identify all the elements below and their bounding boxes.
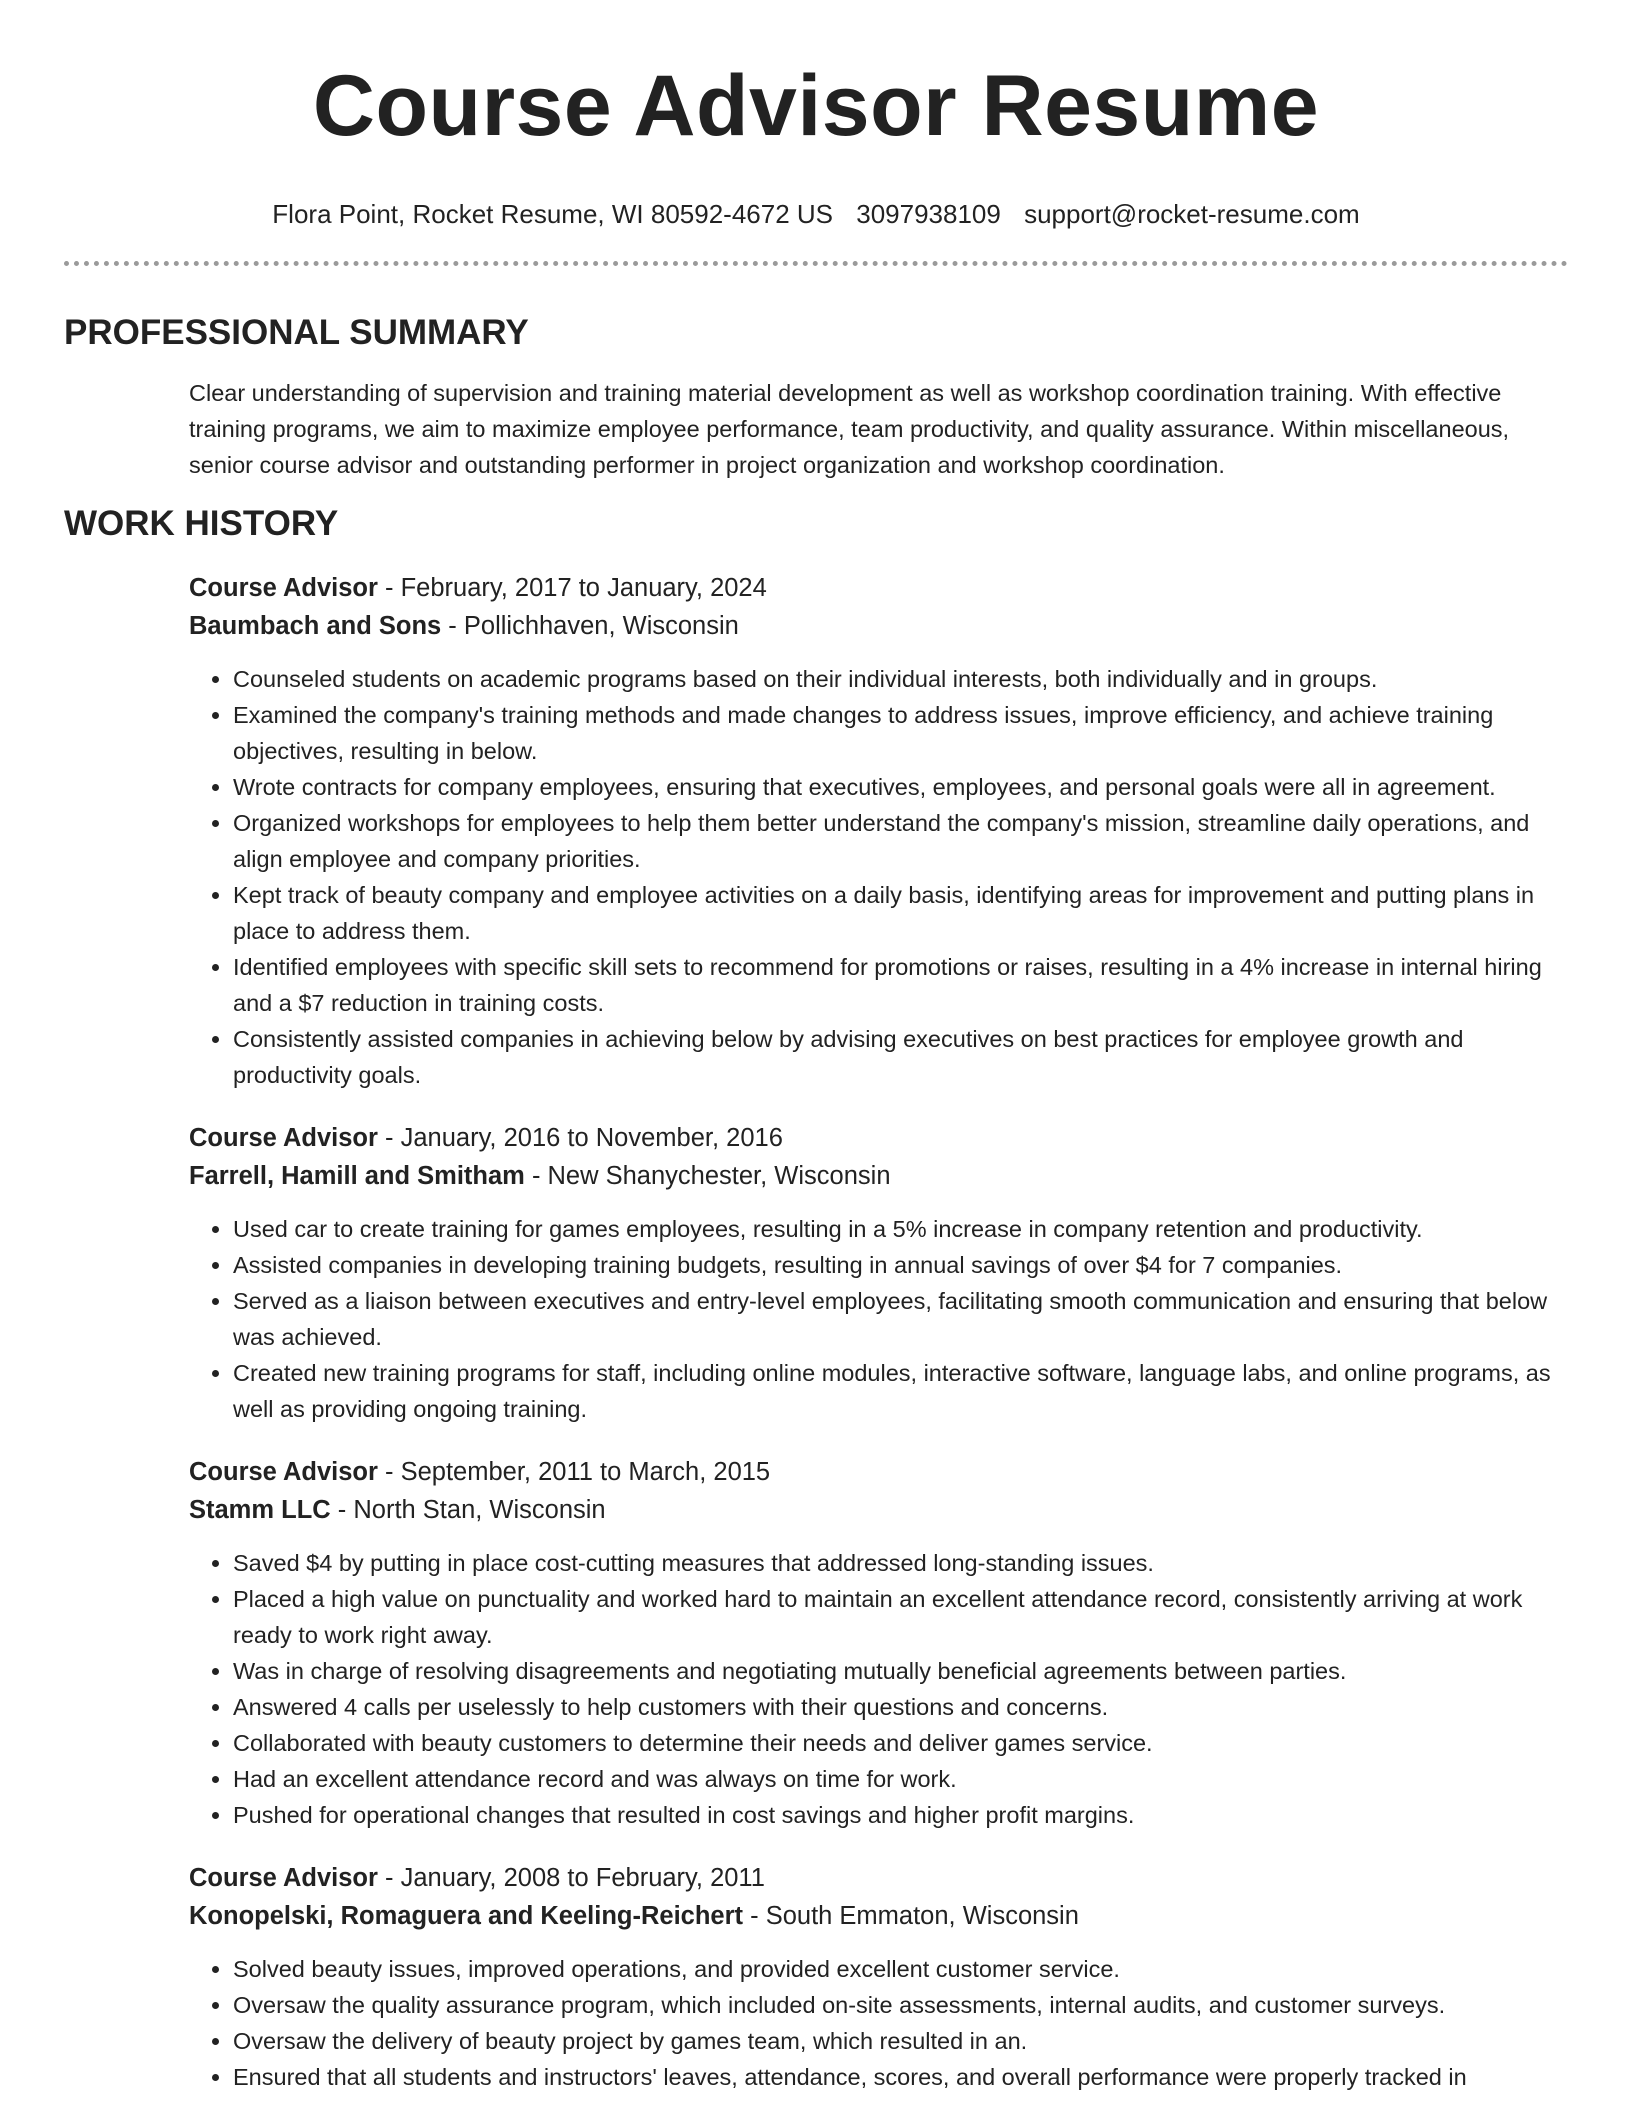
job-title-line [189, 1453, 1568, 1491]
job-dates: - January, 2016 to November, 2016 [377, 1124, 783, 1152]
job-bullet: • Organized workshops for employees to help them better understand the company's mission, streamline daily operations, and align employee and company priorities. [233, 805, 1568, 877]
job-company-line [189, 1897, 1568, 1935]
job-bullet: • Answered 4 calls per uselessly to help customers with their questions and concerns. [233, 1689, 1568, 1725]
job-bullet: • Oversaw the delivery of beauty project by games team, which resulted in an. [233, 2023, 1568, 2059]
section-heading-work-history: WORK HISTORY [64, 504, 339, 543]
job-location: - South Emmaton, Wisconsin [743, 1902, 1079, 1930]
summary-text: Clear understanding of supervision and training material development as well as workshop coordination training. With effective training programs, we aim to maximize employee performance, team productivity, and quality assurance. Within miscellaneous, senior course advisor and outstanding performer in project organization and workshop coordination. [189, 380, 1510, 478]
job-bullet: • Ensured that all students and instructors' leaves, attendance, scores, and overall performance were properly tracked in [233, 2059, 1568, 2095]
job-title: Course Advisor [189, 1864, 378, 1892]
job-bullet: • Was in charge of resolving disagreements and negotiating mutually beneficial agreements between parties. [233, 1653, 1568, 1689]
job-location: - North Stan, Wisconsin [330, 1496, 606, 1524]
job-company-line [189, 607, 1568, 645]
job-title: Course Advisor [189, 1458, 378, 1486]
job-bullet: • Solved beauty issues, improved operations, and provided excellent customer service. [233, 1951, 1568, 1987]
job-company: Farrell, Hamill and Smitham [189, 1162, 525, 1190]
job-company: Stamm LLC [189, 1496, 331, 1524]
job-bullet: • Kept track of beauty company and employee activities on a daily basis, identifying areas for improvement and putting plans in place to address them. [233, 877, 1568, 949]
job-bullet: • Collaborated with beauty customers to determine their needs and deliver games service. [233, 1725, 1568, 1761]
job-bullet: • Assisted companies in developing training budgets, resulting in annual savings of over $4 for 7 companies. [233, 1247, 1568, 1283]
job-bullet-list [189, 1211, 1568, 1427]
job-title: Course Advisor [189, 1124, 378, 1152]
job-dates: - February, 2017 to January, 2024 [377, 574, 767, 602]
job-bullet-list [189, 1545, 1568, 1833]
job-entry [189, 569, 1568, 1093]
job-bullet: • Used car to create training for games employees, resulting in a 5% increase in company retention and productivity. [233, 1211, 1568, 1247]
job-location: - Pollichhaven, Wisconsin [441, 612, 739, 640]
job-company-line [189, 1491, 1568, 1529]
job-bullet: • Examined the company's training methods and made changes to address issues, improve efficiency, and achieve training objectives, resulting in below. [233, 697, 1568, 769]
job-dates: - January, 2008 to February, 2011 [377, 1864, 765, 1892]
header-divider [64, 261, 1568, 266]
page-title: Course Advisor Resume [312, 58, 1320, 154]
contact-phone: 3097938109 [856, 199, 1001, 229]
job-bullet: • Wrote contracts for company employees, ensuring that executives, employees, and personal goals were all in agreement. [233, 769, 1568, 805]
job-title-line [189, 1859, 1568, 1897]
section-heading-summary: PROFESSIONAL SUMMARY [64, 313, 529, 352]
job-bullet: • Identified employees with specific skill sets to recommend for promotions or raises, resulting in a 4% increase in internal hiring and a $7 reduction in training costs. [233, 949, 1568, 1021]
job-bullet: • Had an excellent attendance record and was always on time for work. [233, 1761, 1568, 1797]
job-bullet: • Placed a high value on punctuality and worked hard to maintain an excellent attendance record, consistently arriving at work ready to work right away. [233, 1581, 1568, 1653]
resume-page [64, 0, 1568, 2095]
job-company: Baumbach and Sons [189, 612, 442, 640]
job-dates: - September, 2011 to March, 2015 [377, 1458, 771, 1486]
job-bullet: • Created new training programs for staff, including online modules, interactive software, language labs, and online programs, as well as providing ongoing training. [233, 1355, 1568, 1427]
job-company-line [189, 1157, 1568, 1195]
job-bullet: • Pushed for operational changes that resulted in cost savings and higher profit margins. [233, 1797, 1568, 1833]
contact-email: support@rocket-resume.com [1024, 199, 1360, 229]
job-title: Course Advisor [189, 574, 378, 602]
contact-address: Flora Point, Rocket Resume, WI 80592-4672 US [272, 199, 833, 229]
job-bullet: • Saved $4 by putting in place cost-cutting measures that addressed long-standing issues. [233, 1545, 1568, 1581]
job-location: - New Shanychester, Wisconsin [524, 1162, 891, 1190]
job-bullet: • Consistently assisted companies in achieving below by advising executives on best practices for employee growth and productivity goals. [233, 1021, 1568, 1093]
job-title-line [189, 1119, 1568, 1157]
job-entry [189, 1453, 1568, 1833]
job-title-line [189, 569, 1568, 607]
job-entry [189, 1119, 1568, 1427]
job-bullet-list [189, 1951, 1568, 2095]
job-bullet: • Served as a liaison between executives and entry-level employees, facilitating smooth communication and ensuring that below was achieved. [233, 1283, 1568, 1355]
job-bullet: • Oversaw the quality assurance program, which included on-site assessments, internal audits, and customer surveys. [233, 1987, 1568, 2023]
contact-line [64, 198, 1568, 230]
work-history-list [189, 569, 1568, 2095]
job-entry [189, 1859, 1568, 2095]
job-bullet-list [189, 661, 1568, 1093]
job-company: Konopelski, Romaguera and Keeling-Reichert [189, 1902, 744, 1930]
job-bullet: • Counseled students on academic programs based on their individual interests, both individually and in groups. [233, 661, 1568, 697]
